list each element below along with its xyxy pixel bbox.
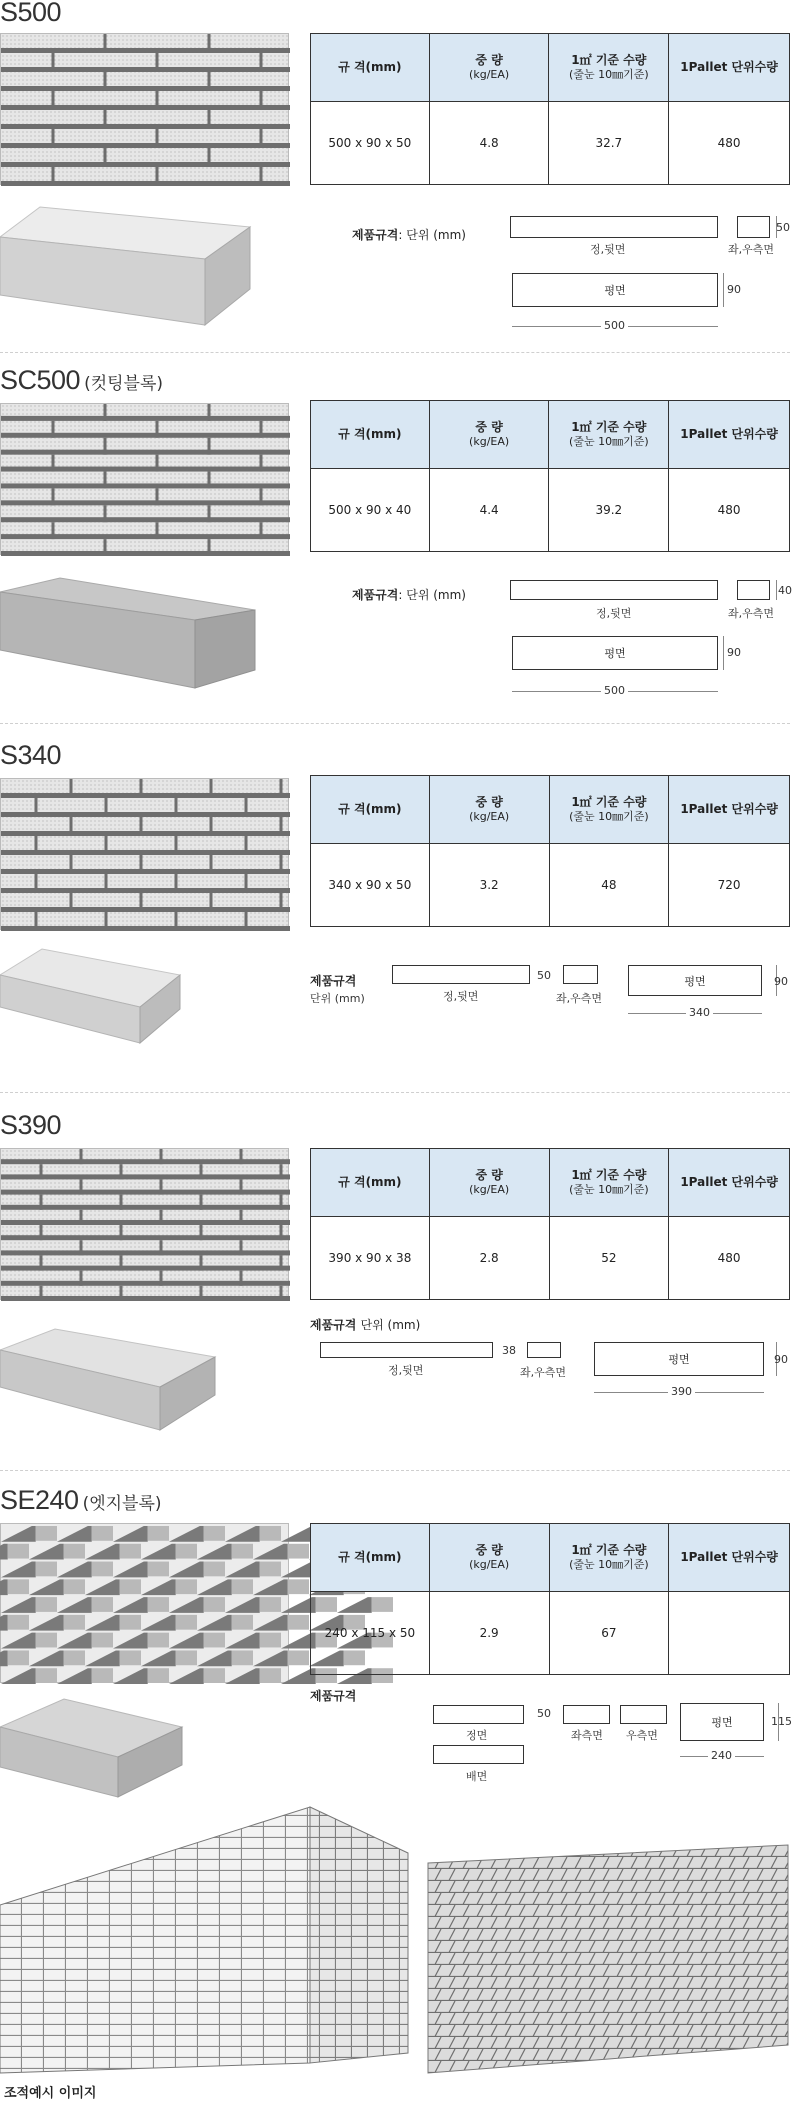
header-weight: 중 량 (kg/EA) (429, 776, 549, 844)
side-view-drawing (527, 1342, 561, 1358)
stone-block-illustration (0, 1697, 182, 1799)
length-dimension: 240 (708, 1749, 735, 1762)
length-dimension: 500 (601, 319, 628, 332)
plan-view-drawing (680, 1703, 764, 1741)
side-view-drawing (737, 580, 770, 600)
plan-view-label: 평면 (604, 284, 626, 297)
example-wall-pattern-image (428, 1845, 790, 2075)
spec-table-row (311, 469, 790, 552)
header-spec: 규 격(mm) (311, 401, 430, 469)
spec-table (310, 775, 790, 927)
spec-table-header-row (311, 401, 790, 469)
header-spec: 규 격(mm) (311, 1149, 430, 1217)
front-view-label: 정,뒷면 (590, 243, 626, 256)
header-per-m2: 1㎡ 기준 수량 (줄눈 10㎜기준) (549, 34, 669, 102)
spec-label: 제품규격: 단위 (mm) (352, 588, 466, 602)
block-photo (0, 1325, 215, 1435)
header-spec: 규 격(mm) (311, 34, 430, 102)
product-code: S340 (0, 740, 62, 770)
unit-label: 단위 (mm) (310, 992, 365, 1005)
spec-table-header-row (311, 1524, 790, 1592)
cell-pallet: 480 (669, 102, 790, 185)
cell-spec: 340 x 90 x 50 (311, 844, 430, 927)
product-code: S390 (0, 1110, 62, 1140)
front-view-drawing (320, 1342, 493, 1358)
header-pallet: 1Pallet 단위수량 (669, 1149, 790, 1217)
cell-spec: 500 x 90 x 50 (311, 102, 430, 185)
cell-per-m2: 48 (549, 844, 669, 927)
header-per-m2: 1㎡ 기준 수량 (줄눈 10㎜기준) (549, 401, 669, 469)
product-subtitle: (엣지블록) (82, 1494, 162, 1514)
plan-view-label: 평면 (711, 1716, 733, 1729)
product-section-sc500 (0, 365, 790, 715)
spec-table (310, 400, 790, 552)
header-pallet: 1Pallet 단위수량 (669, 776, 790, 844)
header-pallet: 1Pallet 단위수량 (669, 1524, 790, 1592)
length-dimension: 390 (668, 1385, 695, 1398)
product-section-s500 (0, 0, 790, 350)
right-side-view-label: 우측면 (626, 1729, 658, 1742)
depth-dimension: 90 (774, 1353, 788, 1366)
spec-table-header-row (311, 34, 790, 102)
side-view-label: 좌,우측면 (520, 1366, 567, 1379)
cell-spec: 240 x 115 x 50 (311, 1592, 430, 1675)
header-per-m2: 1㎡ 기준 수량 (줄눈 10㎜기준) (549, 1524, 669, 1592)
plan-view-drawing (628, 965, 762, 996)
plan-view-label: 평면 (668, 1353, 690, 1366)
left-side-view-drawing (563, 1705, 610, 1724)
right-side-view-drawing (620, 1705, 667, 1724)
cell-per-m2: 52 (549, 1217, 669, 1300)
stone-block-illustration (0, 945, 180, 1045)
front-view-label: 정,뒷면 (388, 1364, 424, 1377)
cell-weight: 2.8 (429, 1217, 549, 1300)
cell-weight: 3.2 (429, 844, 549, 927)
header-per-m2: 1㎡ 기준 수량 (줄눈 10㎜기준) (549, 1149, 669, 1217)
cell-per-m2: 32.7 (549, 102, 669, 185)
side-view-label: 좌,우측면 (728, 243, 775, 256)
spec-table-header-row (311, 1149, 790, 1217)
front-view-label: 정,뒷면 (443, 990, 479, 1003)
product-section-se240 (0, 1485, 790, 1805)
back-view-label: 배면 (466, 1770, 488, 1783)
cell-weight: 4.8 (429, 102, 549, 185)
section-title (0, 1485, 162, 1515)
cell-spec: 500 x 90 x 40 (311, 469, 430, 552)
front-view-drawing (392, 965, 530, 984)
front-view-drawing (433, 1705, 524, 1724)
cell-weight: 4.4 (429, 469, 549, 552)
block-photo (0, 570, 255, 695)
wall-pattern-image (0, 778, 289, 930)
height-dimension: 40 (778, 584, 792, 597)
wall-pattern-image (0, 33, 289, 185)
block-photo (0, 1697, 182, 1799)
height-dimension: 50 (537, 1707, 551, 1720)
cell-pallet: 480 (669, 1217, 790, 1300)
back-view-drawing (433, 1745, 524, 1764)
spec-table-header-row (311, 776, 790, 844)
length-dimension: 500 (601, 684, 628, 697)
header-spec: 규 격(mm) (311, 776, 430, 844)
header-spec: 규 격(mm) (311, 1524, 430, 1592)
wall-pattern-image (0, 403, 289, 555)
header-weight: 중 량 (kg/EA) (429, 1149, 549, 1217)
product-section-s390 (0, 1110, 790, 1460)
header-pallet: 1Pallet 단위수량 (669, 401, 790, 469)
spec-label: 제품규격 단위 (mm) (310, 1318, 421, 1332)
side-view-label: 좌,우측면 (556, 992, 603, 1005)
example-caption: 조적예시 이미지 (4, 2086, 97, 2101)
length-dimension: 340 (686, 1006, 713, 1019)
cell-per-m2: 67 (549, 1592, 669, 1675)
depth-dimension: 90 (727, 646, 741, 659)
side-view-drawing (563, 965, 598, 984)
side-view-drawing (737, 216, 770, 238)
header-weight: 중 량 (kg/EA) (429, 34, 549, 102)
header-weight: 중 량 (kg/EA) (429, 1524, 549, 1592)
depth-dimension: 90 (727, 283, 741, 296)
front-view-drawing (510, 216, 718, 238)
cell-pallet: 720 (669, 844, 790, 927)
plan-view-label: 평면 (684, 974, 706, 988)
cell-pallet (669, 1592, 790, 1675)
section-title (0, 740, 61, 770)
height-dimension: 38 (502, 1344, 516, 1357)
spec-label: 제품규격: 단위 (mm) (352, 228, 466, 242)
cell-pallet: 480 (669, 469, 790, 552)
header-weight: 중 량 (kg/EA) (429, 401, 549, 469)
section-title (0, 0, 61, 27)
product-section-s340 (0, 740, 790, 1080)
spec-label: 제품규격 (310, 1689, 357, 1703)
cell-per-m2: 39.2 (549, 469, 669, 552)
plan-view-label: 평면 (604, 647, 626, 660)
edge-wall-pattern-image (0, 1523, 289, 1683)
cell-weight: 2.9 (429, 1592, 549, 1675)
front-view-label: 정,뒷면 (596, 607, 632, 620)
height-dimension: 50 (776, 221, 790, 234)
product-code: SC500 (0, 365, 81, 395)
plan-view-drawing (512, 273, 718, 307)
front-view-drawing (510, 580, 718, 600)
side-view-label: 좌,우측면 (728, 607, 775, 620)
spec-table-row (311, 1217, 790, 1300)
section-title (0, 365, 163, 395)
spec-label: 제품규격 (310, 974, 357, 988)
example-wall-corner-image (0, 1805, 410, 2075)
depth-dimension: 115 (771, 1715, 792, 1728)
spec-table (310, 1523, 790, 1675)
spec-table (310, 1148, 790, 1300)
spec-table-row (311, 844, 790, 927)
cell-spec: 390 x 90 x 38 (311, 1217, 430, 1300)
block-photo (0, 197, 250, 327)
height-dimension: 50 (537, 969, 551, 982)
spec-table (310, 33, 790, 185)
stone-block-illustration (0, 197, 250, 327)
header-pallet: 1Pallet 단위수량 (669, 34, 790, 102)
plan-view-drawing (512, 636, 718, 670)
header-per-m2: 1㎡ 기준 수량 (줄눈 10㎜기준) (549, 776, 669, 844)
spec-table-row (311, 1592, 790, 1675)
product-code: SE240 (0, 1485, 79, 1515)
stone-block-illustration (0, 570, 255, 695)
section-title (0, 1110, 61, 1140)
left-side-view-label: 좌측면 (571, 1729, 603, 1742)
product-code: S500 (0, 0, 62, 27)
stone-block-illustration (0, 1325, 215, 1435)
product-subtitle: (컷팅블록) (84, 374, 164, 394)
plan-view-drawing (594, 1342, 764, 1376)
block-photo (0, 945, 180, 1045)
wall-pattern-image (0, 1148, 289, 1300)
front-view-label: 정면 (466, 1729, 488, 1742)
spec-table-row (311, 102, 790, 185)
depth-dimension: 90 (774, 975, 788, 988)
